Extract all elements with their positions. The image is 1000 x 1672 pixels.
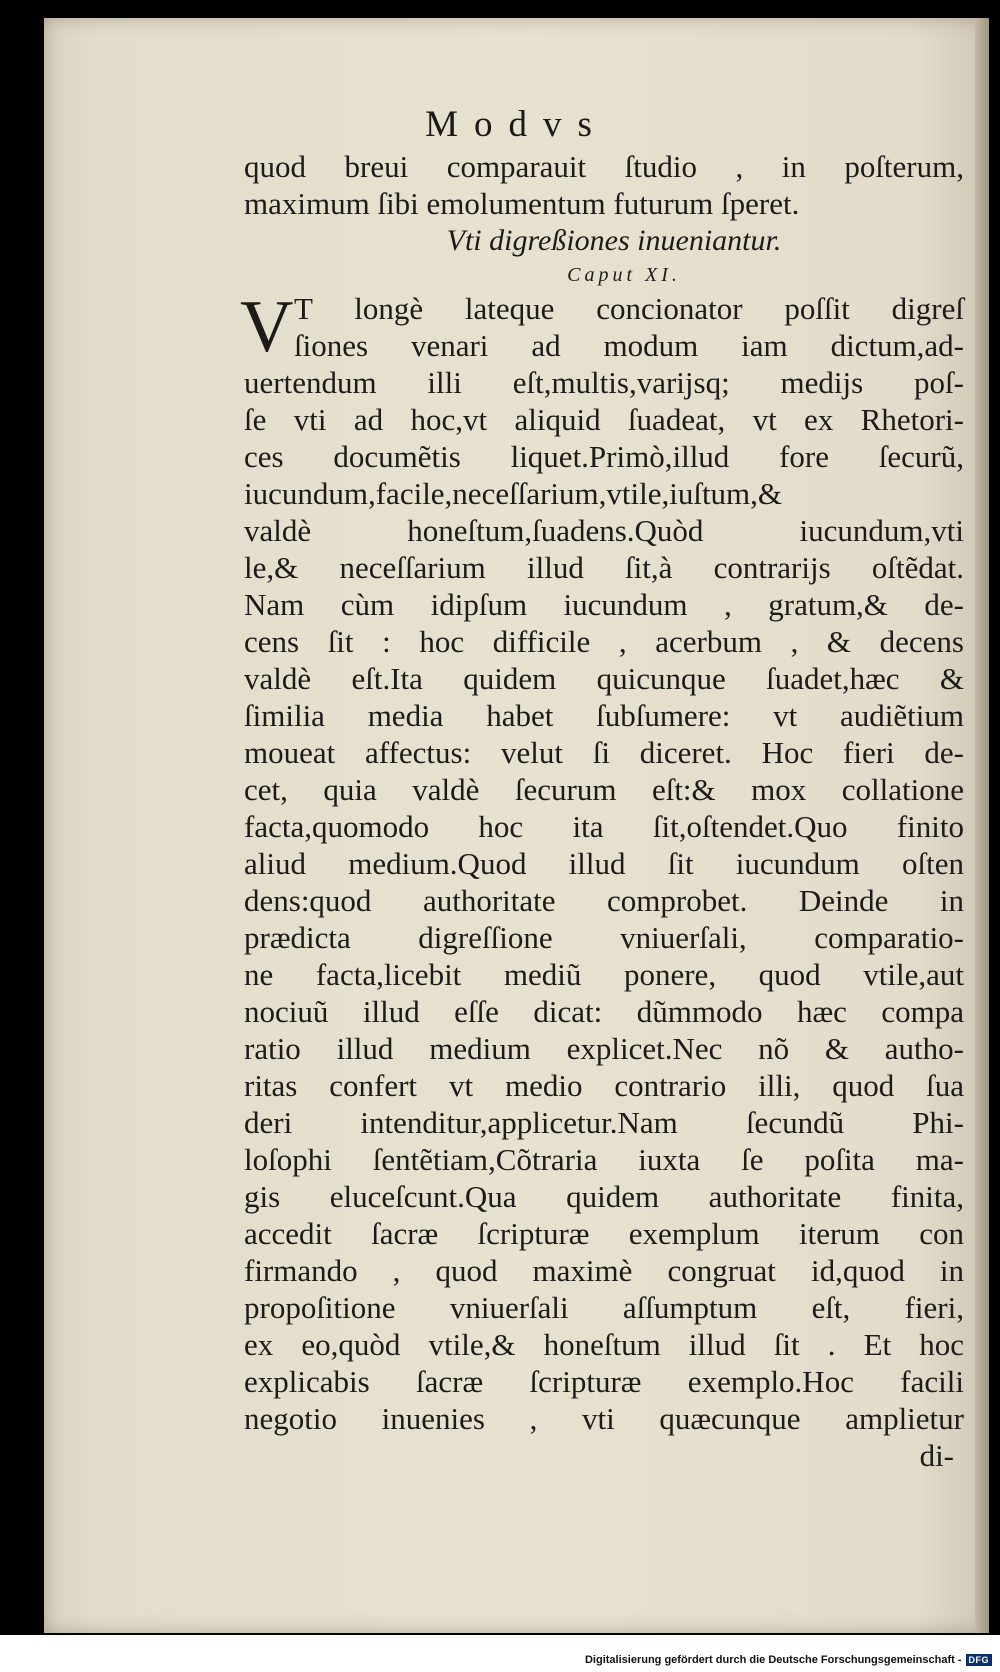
text-line: firmando , quod maximè congruat id,quod in <box>244 1253 964 1288</box>
text-line: loſophi ſentẽtiam,Cõtraria iuxta ſe poſita ma- <box>244 1142 964 1177</box>
text-line: moueat affectus: velut ſi diceret. Hoc fieri de- <box>244 735 964 770</box>
text-line: ne facta,licebit mediũ ponere, quod vtile,aut <box>244 957 964 992</box>
text-line: aliud medium.Quod illud ſit iucundum oſten <box>244 846 964 881</box>
text-line: ſimilia media habet ſubſumere: vt audiẽtium <box>244 698 964 733</box>
text-line: ſe vti ad hoc,vt aliquid ſuadeat, vt ex Rhetori- <box>244 402 964 437</box>
text-line: cens ſit : hoc difficile , acerbum , & decens <box>244 624 964 659</box>
book-page <box>44 18 989 1633</box>
text-line: prædicta digreſſione vniuerſali, comparatio- <box>244 920 964 955</box>
text-line: ex eo,quòd vtile,& honeſtum illud ſit . Et hoc <box>244 1327 964 1362</box>
text-line: propoſitione vniuerſali aſſumptum eſt, fieri, <box>244 1290 964 1325</box>
text-line: Nam cùm idipſum iucundum , gratum,& de- <box>244 587 964 622</box>
credit-text: Digitalisierung gefördert durch die Deutsche Forschungsgemeinschaft - <box>584 1654 962 1666</box>
digitization-credit <box>585 1654 992 1666</box>
text-line: le,& neceſſarium illud ſit,à contrarijs oſtẽdat. <box>244 550 964 585</box>
text-line: maximum ſibi emolumentum futurum ſperet. <box>244 186 800 221</box>
text-line: ſiones venari ad modum iam dictum,ad- <box>294 328 964 363</box>
paragraph <box>240 286 964 1437</box>
text-line: ritas confert vt medio contrario illi, quod ſua <box>244 1068 964 1103</box>
drop-cap: V <box>240 286 294 368</box>
text-line: ces documẽtis liquet.Primò,illud fore ſecurũ, <box>244 439 964 474</box>
text-line: dens:quod authoritate comprobet. Deinde in <box>244 883 964 918</box>
text-line: valdè honeſtum,ſuadens.Quòd iucundum,vti <box>244 513 964 548</box>
text-line: uertendum illi eſt,multis,varijsq; medijs poſ- <box>244 365 964 400</box>
text-line: facta,quomodo hoc ita ſit,oſtendet.Quo finito <box>244 809 964 844</box>
text-line: cet, quia valdè ſecurum eſt:& mox collatione <box>244 772 964 807</box>
text-line: valdè eſt.Ita quidem quicunque ſuadet,hæc & <box>244 661 964 696</box>
dfg-logo: DFG <box>966 1654 993 1666</box>
text-line: nociuũ illud eſſe dicat: dũmmodo hæc compa <box>244 994 964 1029</box>
text-line: deri intenditur,applicetur.Nam ſecundũ Phi- <box>244 1105 964 1140</box>
text-line: negotio inuenies , vti quæcunque amplietur <box>244 1401 964 1436</box>
chapter-label: Caput XI. <box>567 264 681 286</box>
text-line: explicabis ſacræ ſcripturæ exemplo.Hoc facili <box>244 1364 964 1399</box>
text-line: ratio illud medium explicet.Nec nõ & autho- <box>244 1031 964 1066</box>
page-edge-shadow <box>975 18 989 1633</box>
running-head: Modvs <box>425 104 608 145</box>
section-heading: Vti digreßiones inueniantur. <box>446 224 782 257</box>
text-line: iucundum,facile,neceſſarium,vtile,iuſtum,& <box>244 476 783 511</box>
catchword: di- <box>919 1438 954 1473</box>
text-line: quod breui comparauit ſtudio , in poſterum, <box>244 149 964 184</box>
text-line: accedit ſacræ ſcripturæ exemplum iterum con <box>244 1216 964 1251</box>
text-line: T longè lateque concionator poſſit digreſ <box>294 291 964 326</box>
text-line: gis eluceſcunt.Qua quidem authoritate finita, <box>244 1179 964 1214</box>
text-block <box>240 148 964 1474</box>
